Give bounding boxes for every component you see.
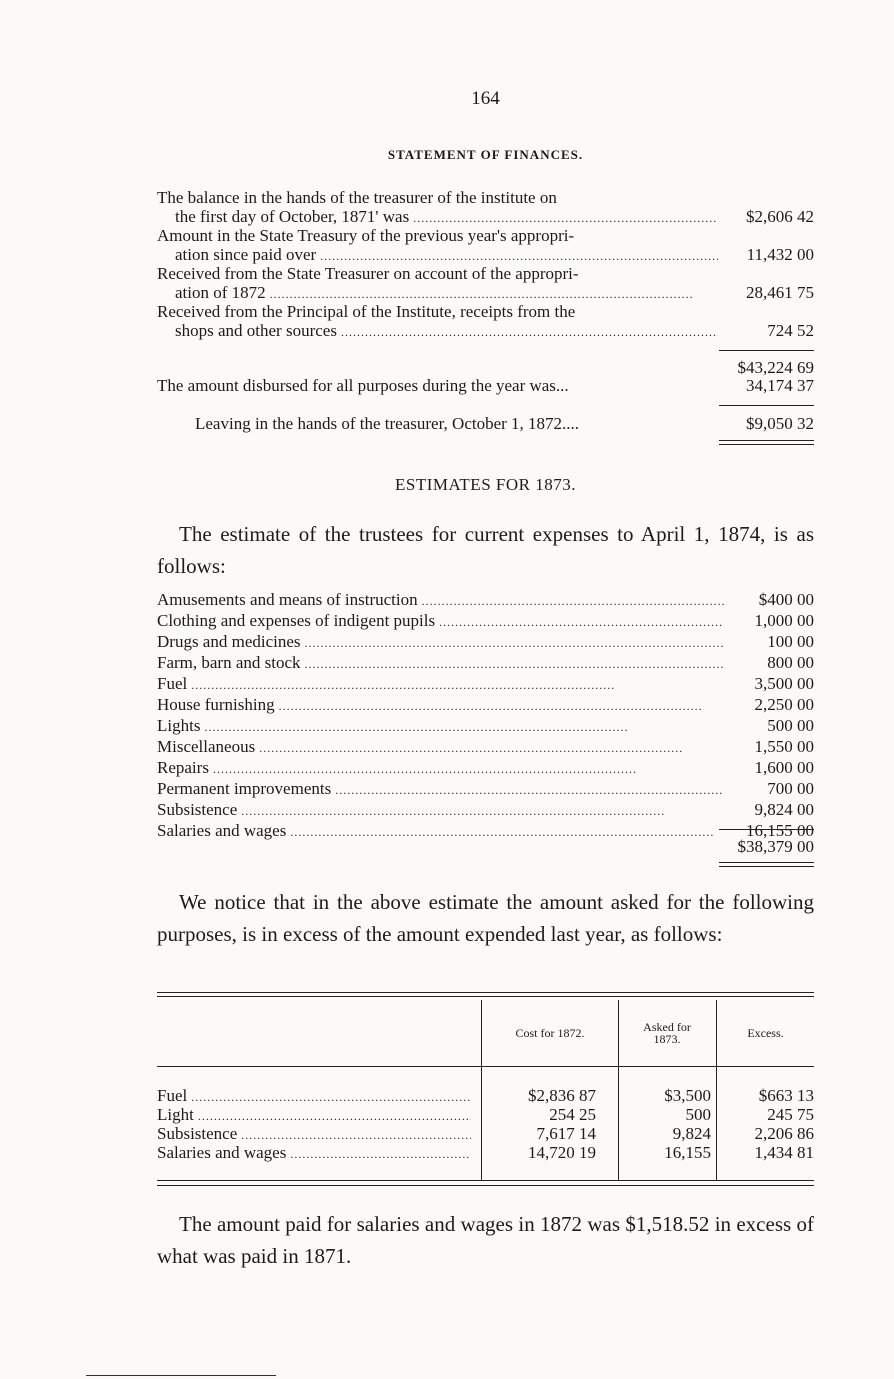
estimate-item: Salaries and wages . . . 16,155 00 (157, 821, 814, 842)
entry-text: shops and other sources (175, 321, 337, 340)
table-row: Fuel . . . $2,836 87 $3,500 $663 13 (157, 1086, 814, 1105)
column-header: Excess. (747, 1026, 784, 1040)
table-row: Light . . . 254 25 500 245 75 (157, 1105, 814, 1124)
leaving-label: Leaving in the hands of the treasurer, October 1, 1872.... (195, 414, 580, 433)
entry-text: ation of 1872 (175, 283, 266, 302)
sum-rule (719, 350, 814, 351)
disbursed-label: The amount disbursed for all purposes during the year was... (157, 376, 569, 395)
entry-amount: 11,432 00 (746, 245, 814, 264)
estimate-item: Lights . . . 500 00 (157, 716, 814, 737)
footer-rule (86, 1375, 276, 1376)
subtotal-row (157, 358, 814, 377)
entry-text: Received from the State Treasurer on account of the appropri- (157, 264, 579, 283)
entry-amount: $2,606 42 (746, 207, 814, 226)
notice-paragraph: We notice that in the above estimate the amount asked for the following purposes, is in excess of the amount expended last year, as follows: (157, 890, 814, 946)
leaving-amount: $9,050 32 (746, 414, 814, 433)
sum-rule (719, 405, 814, 406)
leaving-row (157, 414, 814, 433)
closing-paragraph: The amount paid for salaries and wages in 1872 was $1,518.52 in excess of what was paid in 1871. (157, 1212, 814, 1268)
subtotal-amount: $43,224 69 (737, 358, 814, 377)
estimates-list (157, 590, 814, 842)
double-rule (719, 862, 814, 867)
estimates-total-row (157, 837, 814, 856)
table-row: Subsistence . . . 7,617 14 9,824 2,206 86 (157, 1124, 814, 1143)
finance-entry (157, 302, 814, 342)
disbursed-row (157, 376, 814, 395)
estimate-item: Fuel . . . 3,500 00 (157, 674, 814, 695)
entry-text: the first day of October, 1871' was (175, 207, 410, 226)
entry-amount: 724 52 (767, 321, 814, 340)
entry-text: Received from the Principal of the Institute, receipts from the (157, 302, 576, 321)
estimate-item: Amusements and means of instruction . . . $400 00 (157, 590, 814, 611)
finance-entry (157, 188, 814, 228)
entry-amount: 28,461 75 (746, 283, 814, 302)
estimate-item: Farm, barn and stock . . . 800 00 (157, 653, 814, 674)
estimate-item: Drugs and medicines . . . 100 00 (157, 632, 814, 653)
entry-text: Amount in the State Treasury of the previous year's appropri- (157, 226, 575, 245)
sum-rule (719, 829, 814, 830)
section-title: STATEMENT OF FINANCES. (387, 147, 584, 162)
disbursed-amount: 34,174 37 (746, 376, 814, 395)
estimate-item: Subsistence . . . 9,824 00 (157, 800, 814, 821)
estimate-item: House furnishing . . . 2,250 00 (157, 695, 814, 716)
estimates-total: $38,379 00 (737, 837, 814, 856)
page-number: 164 (471, 88, 500, 109)
column-header: Asked for 1873. (643, 1020, 691, 1046)
estimate-item: Miscellaneous . . . 1,550 00 (157, 737, 814, 758)
entry-text: The balance in the hands of the treasurer of the institute on (157, 188, 557, 207)
table-row: Salaries and wages . . . 14,720 19 16,155 1,434 81 (157, 1143, 814, 1162)
estimates-heading: ESTIMATES FOR 1873. (395, 475, 576, 494)
finance-entry (157, 226, 814, 266)
estimate-item: Permanent improvements . . . 700 00 (157, 779, 814, 800)
estimate-item: Clothing and expenses of indigent pupils . . . 1,000 00 (157, 611, 814, 632)
column-header: Cost for 1872. (515, 1026, 585, 1040)
entry-text: ation since paid over (175, 245, 317, 264)
double-rule (719, 440, 814, 445)
estimate-item: Repairs . . . 1,600 00 (157, 758, 814, 779)
finance-entry (157, 264, 814, 304)
estimates-intro: The estimate of the trustees for current expenses to April 1, 1874, is as follows: (157, 522, 814, 578)
